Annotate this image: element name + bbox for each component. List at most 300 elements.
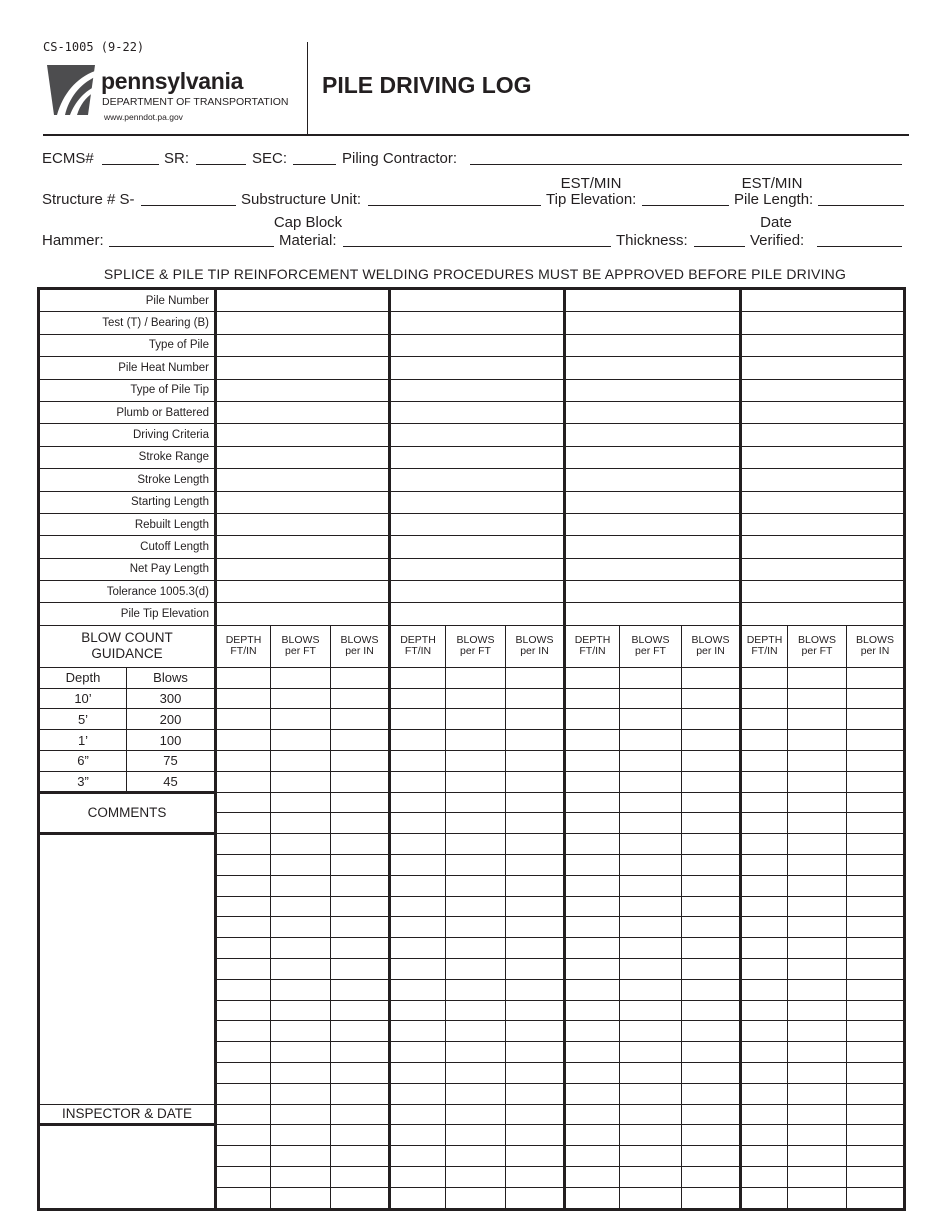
log-entry-cell[interactable]	[446, 709, 506, 730]
log-entry-cell[interactable]	[331, 938, 390, 959]
log-entry-cell[interactable]	[565, 709, 620, 730]
log-entry-cell[interactable]	[741, 688, 788, 709]
pile-info-cell[interactable]	[741, 379, 904, 401]
pile-info-cell[interactable]	[390, 424, 565, 446]
log-entry-cell[interactable]	[788, 1021, 847, 1042]
pile-info-cell[interactable]	[390, 581, 565, 603]
pile-info-cell[interactable]	[565, 379, 741, 401]
log-entry-cell[interactable]	[331, 896, 390, 917]
pile-info-cell[interactable]	[741, 446, 904, 468]
log-entry-cell[interactable]	[565, 1104, 620, 1125]
log-entry-cell[interactable]	[847, 1166, 904, 1187]
log-entry-cell[interactable]	[446, 834, 506, 855]
log-entry-cell[interactable]	[216, 1187, 271, 1208]
log-entry-cell[interactable]	[390, 1042, 446, 1063]
material-input[interactable]	[343, 246, 611, 247]
log-entry-cell[interactable]	[446, 667, 506, 688]
log-entry-cell[interactable]	[620, 938, 682, 959]
log-entry-cell[interactable]	[506, 688, 565, 709]
log-entry-cell[interactable]	[331, 771, 390, 792]
pile-info-cell[interactable]	[741, 334, 904, 356]
log-entry-cell[interactable]	[788, 917, 847, 938]
log-entry-cell[interactable]	[847, 979, 904, 1000]
pile-info-cell[interactable]	[741, 424, 904, 446]
substructure-unit-input[interactable]	[368, 205, 541, 206]
log-entry-cell[interactable]	[446, 855, 506, 876]
pile-info-cell[interactable]	[565, 558, 741, 580]
pile-info-cell[interactable]	[216, 513, 390, 535]
log-entry-cell[interactable]	[565, 896, 620, 917]
log-entry-cell[interactable]	[390, 979, 446, 1000]
log-entry-cell[interactable]	[620, 1000, 682, 1021]
log-entry-cell[interactable]	[271, 1104, 331, 1125]
log-entry-cell[interactable]	[682, 1021, 741, 1042]
log-entry-cell[interactable]	[506, 709, 565, 730]
log-entry-cell[interactable]	[506, 959, 565, 980]
pile-info-cell[interactable]	[390, 290, 565, 312]
pile-info-cell[interactable]	[390, 357, 565, 379]
log-entry-cell[interactable]	[741, 1042, 788, 1063]
log-entry-cell[interactable]	[620, 771, 682, 792]
log-entry-cell[interactable]	[620, 917, 682, 938]
inspector-date-area[interactable]	[40, 1125, 216, 1208]
log-entry-cell[interactable]	[446, 792, 506, 813]
pile-info-cell[interactable]	[565, 469, 741, 491]
log-entry-cell[interactable]	[271, 1000, 331, 1021]
log-entry-cell[interactable]	[788, 979, 847, 1000]
log-entry-cell[interactable]	[271, 709, 331, 730]
pile-info-cell[interactable]	[741, 401, 904, 423]
log-entry-cell[interactable]	[741, 875, 788, 896]
log-entry-cell[interactable]	[565, 1125, 620, 1146]
log-entry-cell[interactable]	[788, 709, 847, 730]
log-entry-cell[interactable]	[271, 917, 331, 938]
log-entry-cell[interactable]	[271, 667, 331, 688]
log-entry-cell[interactable]	[331, 1063, 390, 1084]
log-entry-cell[interactable]	[565, 855, 620, 876]
log-entry-cell[interactable]	[682, 1000, 741, 1021]
log-entry-cell[interactable]	[620, 1063, 682, 1084]
log-entry-cell[interactable]	[271, 813, 331, 834]
log-entry-cell[interactable]	[271, 979, 331, 1000]
pile-info-cell[interactable]	[216, 536, 390, 558]
log-entry-cell[interactable]	[620, 1166, 682, 1187]
log-entry-cell[interactable]	[741, 1166, 788, 1187]
structure-input[interactable]	[141, 205, 236, 206]
log-entry-cell[interactable]	[847, 771, 904, 792]
log-entry-cell[interactable]	[331, 979, 390, 1000]
log-entry-cell[interactable]	[620, 1083, 682, 1104]
log-entry-cell[interactable]	[847, 917, 904, 938]
log-entry-cell[interactable]	[682, 751, 741, 772]
log-entry-cell[interactable]	[331, 1021, 390, 1042]
log-entry-cell[interactable]	[331, 875, 390, 896]
log-entry-cell[interactable]	[506, 1166, 565, 1187]
log-entry-cell[interactable]	[847, 938, 904, 959]
log-entry-cell[interactable]	[788, 771, 847, 792]
log-entry-cell[interactable]	[741, 1083, 788, 1104]
log-entry-cell[interactable]	[620, 959, 682, 980]
log-entry-cell[interactable]	[390, 938, 446, 959]
log-entry-cell[interactable]	[390, 688, 446, 709]
pile-info-cell[interactable]	[565, 334, 741, 356]
log-entry-cell[interactable]	[446, 959, 506, 980]
log-entry-cell[interactable]	[331, 1166, 390, 1187]
log-entry-cell[interactable]	[271, 1042, 331, 1063]
log-entry-cell[interactable]	[446, 1125, 506, 1146]
log-entry-cell[interactable]	[682, 688, 741, 709]
log-entry-cell[interactable]	[565, 1021, 620, 1042]
pile-info-cell[interactable]	[565, 581, 741, 603]
log-entry-cell[interactable]	[446, 730, 506, 751]
log-entry-cell[interactable]	[565, 1063, 620, 1084]
log-entry-cell[interactable]	[620, 792, 682, 813]
pile-info-cell[interactable]	[741, 581, 904, 603]
log-entry-cell[interactable]	[682, 667, 741, 688]
log-entry-cell[interactable]	[565, 938, 620, 959]
log-entry-cell[interactable]	[741, 938, 788, 959]
log-entry-cell[interactable]	[331, 855, 390, 876]
log-entry-cell[interactable]	[847, 1187, 904, 1208]
log-entry-cell[interactable]	[847, 1083, 904, 1104]
log-entry-cell[interactable]	[565, 1042, 620, 1063]
log-entry-cell[interactable]	[741, 917, 788, 938]
log-entry-cell[interactable]	[506, 917, 565, 938]
log-entry-cell[interactable]	[271, 730, 331, 751]
log-entry-cell[interactable]	[390, 1083, 446, 1104]
log-entry-cell[interactable]	[682, 917, 741, 938]
log-entry-cell[interactable]	[331, 1187, 390, 1208]
log-entry-cell[interactable]	[565, 1146, 620, 1167]
log-entry-cell[interactable]	[741, 730, 788, 751]
log-entry-cell[interactable]	[446, 917, 506, 938]
log-entry-cell[interactable]	[216, 667, 271, 688]
log-entry-cell[interactable]	[682, 1146, 741, 1167]
pile-info-cell[interactable]	[741, 312, 904, 334]
log-entry-cell[interactable]	[506, 1187, 565, 1208]
pile-length-input[interactable]	[818, 205, 904, 206]
log-entry-cell[interactable]	[446, 1187, 506, 1208]
log-entry-cell[interactable]	[390, 1063, 446, 1084]
log-entry-cell[interactable]	[331, 1042, 390, 1063]
log-entry-cell[interactable]	[271, 875, 331, 896]
log-entry-cell[interactable]	[216, 875, 271, 896]
log-entry-cell[interactable]	[390, 917, 446, 938]
pile-info-cell[interactable]	[390, 379, 565, 401]
log-entry-cell[interactable]	[216, 1104, 271, 1125]
log-entry-cell[interactable]	[741, 667, 788, 688]
log-entry-cell[interactable]	[446, 1021, 506, 1042]
log-entry-cell[interactable]	[216, 751, 271, 772]
log-entry-cell[interactable]	[390, 709, 446, 730]
log-entry-cell[interactable]	[216, 1146, 271, 1167]
log-entry-cell[interactable]	[741, 1000, 788, 1021]
log-entry-cell[interactable]	[446, 1166, 506, 1187]
log-entry-cell[interactable]	[620, 813, 682, 834]
log-entry-cell[interactable]	[682, 875, 741, 896]
log-entry-cell[interactable]	[506, 751, 565, 772]
log-entry-cell[interactable]	[506, 792, 565, 813]
log-entry-cell[interactable]	[741, 834, 788, 855]
log-entry-cell[interactable]	[390, 730, 446, 751]
tip-elevation-input[interactable]	[642, 205, 729, 206]
log-entry-cell[interactable]	[271, 1125, 331, 1146]
log-entry-cell[interactable]	[682, 813, 741, 834]
log-entry-cell[interactable]	[390, 771, 446, 792]
log-entry-cell[interactable]	[682, 834, 741, 855]
pile-info-cell[interactable]	[216, 379, 390, 401]
log-entry-cell[interactable]	[271, 959, 331, 980]
log-entry-cell[interactable]	[620, 1042, 682, 1063]
log-entry-cell[interactable]	[620, 688, 682, 709]
log-entry-cell[interactable]	[847, 1042, 904, 1063]
log-entry-cell[interactable]	[271, 855, 331, 876]
log-entry-cell[interactable]	[446, 1083, 506, 1104]
log-entry-cell[interactable]	[847, 896, 904, 917]
log-entry-cell[interactable]	[331, 792, 390, 813]
log-entry-cell[interactable]	[741, 959, 788, 980]
pile-info-cell[interactable]	[390, 491, 565, 513]
log-entry-cell[interactable]	[390, 1146, 446, 1167]
hammer-input[interactable]	[109, 246, 274, 247]
log-entry-cell[interactable]	[446, 771, 506, 792]
log-entry-cell[interactable]	[216, 1063, 271, 1084]
log-entry-cell[interactable]	[216, 1125, 271, 1146]
log-entry-cell[interactable]	[682, 979, 741, 1000]
log-entry-cell[interactable]	[620, 1021, 682, 1042]
log-entry-cell[interactable]	[446, 813, 506, 834]
log-entry-cell[interactable]	[506, 1063, 565, 1084]
log-entry-cell[interactable]	[682, 771, 741, 792]
log-entry-cell[interactable]	[741, 1021, 788, 1042]
log-entry-cell[interactable]	[331, 959, 390, 980]
log-entry-cell[interactable]	[506, 730, 565, 751]
log-entry-cell[interactable]	[847, 1104, 904, 1125]
pile-info-cell[interactable]	[565, 491, 741, 513]
pile-info-cell[interactable]	[741, 558, 904, 580]
log-entry-cell[interactable]	[565, 917, 620, 938]
log-entry-cell[interactable]	[682, 938, 741, 959]
log-entry-cell[interactable]	[331, 1083, 390, 1104]
log-entry-cell[interactable]	[446, 1042, 506, 1063]
log-entry-cell[interactable]	[506, 896, 565, 917]
log-entry-cell[interactable]	[390, 855, 446, 876]
pile-info-cell[interactable]	[741, 357, 904, 379]
log-entry-cell[interactable]	[216, 896, 271, 917]
log-entry-cell[interactable]	[847, 1021, 904, 1042]
log-entry-cell[interactable]	[216, 834, 271, 855]
log-entry-cell[interactable]	[331, 917, 390, 938]
log-entry-cell[interactable]	[331, 834, 390, 855]
log-entry-cell[interactable]	[216, 917, 271, 938]
thickness-input[interactable]	[694, 246, 745, 247]
log-entry-cell[interactable]	[390, 1104, 446, 1125]
log-entry-cell[interactable]	[788, 1125, 847, 1146]
log-entry-cell[interactable]	[506, 1021, 565, 1042]
log-entry-cell[interactable]	[271, 1166, 331, 1187]
log-entry-cell[interactable]	[847, 1063, 904, 1084]
log-entry-cell[interactable]	[446, 1000, 506, 1021]
log-entry-cell[interactable]	[446, 688, 506, 709]
log-entry-cell[interactable]	[506, 1042, 565, 1063]
pile-info-cell[interactable]	[216, 558, 390, 580]
pile-info-cell[interactable]	[390, 469, 565, 491]
log-entry-cell[interactable]	[741, 792, 788, 813]
log-entry-cell[interactable]	[216, 1042, 271, 1063]
log-entry-cell[interactable]	[271, 896, 331, 917]
log-entry-cell[interactable]	[390, 1021, 446, 1042]
log-entry-cell[interactable]	[271, 1063, 331, 1084]
log-entry-cell[interactable]	[390, 792, 446, 813]
log-entry-cell[interactable]	[271, 688, 331, 709]
pile-info-cell[interactable]	[741, 603, 904, 625]
log-entry-cell[interactable]	[788, 1146, 847, 1167]
log-entry-cell[interactable]	[331, 1146, 390, 1167]
log-entry-cell[interactable]	[216, 709, 271, 730]
log-entry-cell[interactable]	[565, 959, 620, 980]
log-entry-cell[interactable]	[565, 834, 620, 855]
log-entry-cell[interactable]	[620, 751, 682, 772]
log-entry-cell[interactable]	[847, 751, 904, 772]
log-entry-cell[interactable]	[271, 792, 331, 813]
log-entry-cell[interactable]	[565, 1000, 620, 1021]
log-entry-cell[interactable]	[847, 834, 904, 855]
pile-info-cell[interactable]	[216, 581, 390, 603]
log-entry-cell[interactable]	[741, 855, 788, 876]
log-entry-cell[interactable]	[741, 1063, 788, 1084]
log-entry-cell[interactable]	[788, 1042, 847, 1063]
log-entry-cell[interactable]	[216, 938, 271, 959]
log-entry-cell[interactable]	[565, 813, 620, 834]
log-entry-cell[interactable]	[390, 834, 446, 855]
log-entry-cell[interactable]	[682, 855, 741, 876]
log-entry-cell[interactable]	[390, 1166, 446, 1187]
log-entry-cell[interactable]	[331, 688, 390, 709]
log-entry-cell[interactable]	[741, 1125, 788, 1146]
pile-info-cell[interactable]	[390, 401, 565, 423]
log-entry-cell[interactable]	[788, 1000, 847, 1021]
log-entry-cell[interactable]	[565, 1166, 620, 1187]
log-entry-cell[interactable]	[390, 1187, 446, 1208]
log-entry-cell[interactable]	[271, 1187, 331, 1208]
log-entry-cell[interactable]	[390, 896, 446, 917]
log-entry-cell[interactable]	[682, 959, 741, 980]
pile-info-cell[interactable]	[216, 401, 390, 423]
log-entry-cell[interactable]	[216, 792, 271, 813]
log-entry-cell[interactable]	[216, 688, 271, 709]
log-entry-cell[interactable]	[216, 1021, 271, 1042]
log-entry-cell[interactable]	[741, 813, 788, 834]
piling-contractor-input[interactable]	[470, 164, 902, 165]
pile-info-cell[interactable]	[741, 513, 904, 535]
log-entry-cell[interactable]	[390, 1125, 446, 1146]
log-entry-cell[interactable]	[446, 938, 506, 959]
log-entry-cell[interactable]	[506, 1104, 565, 1125]
log-entry-cell[interactable]	[565, 688, 620, 709]
log-entry-cell[interactable]	[847, 1000, 904, 1021]
pile-info-cell[interactable]	[741, 469, 904, 491]
log-entry-cell[interactable]	[788, 667, 847, 688]
log-entry-cell[interactable]	[741, 1104, 788, 1125]
log-entry-cell[interactable]	[446, 896, 506, 917]
log-entry-cell[interactable]	[620, 875, 682, 896]
log-entry-cell[interactable]	[390, 1000, 446, 1021]
sr-input[interactable]	[196, 164, 246, 165]
log-entry-cell[interactable]	[271, 1146, 331, 1167]
log-entry-cell[interactable]	[847, 813, 904, 834]
log-entry-cell[interactable]	[741, 896, 788, 917]
log-entry-cell[interactable]	[682, 709, 741, 730]
pile-info-cell[interactable]	[216, 424, 390, 446]
log-entry-cell[interactable]	[847, 1125, 904, 1146]
log-entry-cell[interactable]	[847, 792, 904, 813]
sec-input[interactable]	[293, 164, 336, 165]
log-entry-cell[interactable]	[446, 1104, 506, 1125]
log-entry-cell[interactable]	[506, 979, 565, 1000]
log-entry-cell[interactable]	[216, 959, 271, 980]
pile-info-cell[interactable]	[565, 603, 741, 625]
log-entry-cell[interactable]	[331, 1125, 390, 1146]
log-entry-cell[interactable]	[620, 896, 682, 917]
log-entry-cell[interactable]	[620, 1187, 682, 1208]
pile-info-cell[interactable]	[565, 536, 741, 558]
pile-info-cell[interactable]	[565, 401, 741, 423]
comments-area[interactable]	[40, 834, 216, 1104]
log-entry-cell[interactable]	[565, 875, 620, 896]
log-entry-cell[interactable]	[565, 751, 620, 772]
log-entry-cell[interactable]	[788, 813, 847, 834]
log-entry-cell[interactable]	[506, 1146, 565, 1167]
log-entry-cell[interactable]	[788, 896, 847, 917]
log-entry-cell[interactable]	[506, 813, 565, 834]
log-entry-cell[interactable]	[741, 709, 788, 730]
log-entry-cell[interactable]	[565, 771, 620, 792]
log-entry-cell[interactable]	[506, 834, 565, 855]
ecms-input[interactable]	[102, 164, 159, 165]
log-entry-cell[interactable]	[506, 875, 565, 896]
pile-info-cell[interactable]	[390, 536, 565, 558]
log-entry-cell[interactable]	[216, 855, 271, 876]
pile-info-cell[interactable]	[216, 334, 390, 356]
log-entry-cell[interactable]	[506, 771, 565, 792]
log-entry-cell[interactable]	[788, 834, 847, 855]
log-entry-cell[interactable]	[788, 751, 847, 772]
log-entry-cell[interactable]	[682, 1042, 741, 1063]
log-entry-cell[interactable]	[271, 1021, 331, 1042]
log-entry-cell[interactable]	[271, 771, 331, 792]
log-entry-cell[interactable]	[446, 979, 506, 1000]
log-entry-cell[interactable]	[788, 792, 847, 813]
log-entry-cell[interactable]	[506, 938, 565, 959]
log-entry-cell[interactable]	[446, 1063, 506, 1084]
log-entry-cell[interactable]	[216, 730, 271, 751]
log-entry-cell[interactable]	[741, 1146, 788, 1167]
log-entry-cell[interactable]	[565, 667, 620, 688]
log-entry-cell[interactable]	[788, 1104, 847, 1125]
pile-info-cell[interactable]	[216, 603, 390, 625]
log-entry-cell[interactable]	[216, 1000, 271, 1021]
log-entry-cell[interactable]	[271, 751, 331, 772]
log-entry-cell[interactable]	[506, 1000, 565, 1021]
log-entry-cell[interactable]	[682, 1166, 741, 1187]
pile-info-cell[interactable]	[741, 536, 904, 558]
log-entry-cell[interactable]	[788, 688, 847, 709]
log-entry-cell[interactable]	[788, 1166, 847, 1187]
pile-info-cell[interactable]	[216, 446, 390, 468]
pile-info-cell[interactable]	[216, 357, 390, 379]
log-entry-cell[interactable]	[446, 751, 506, 772]
log-entry-cell[interactable]	[620, 730, 682, 751]
